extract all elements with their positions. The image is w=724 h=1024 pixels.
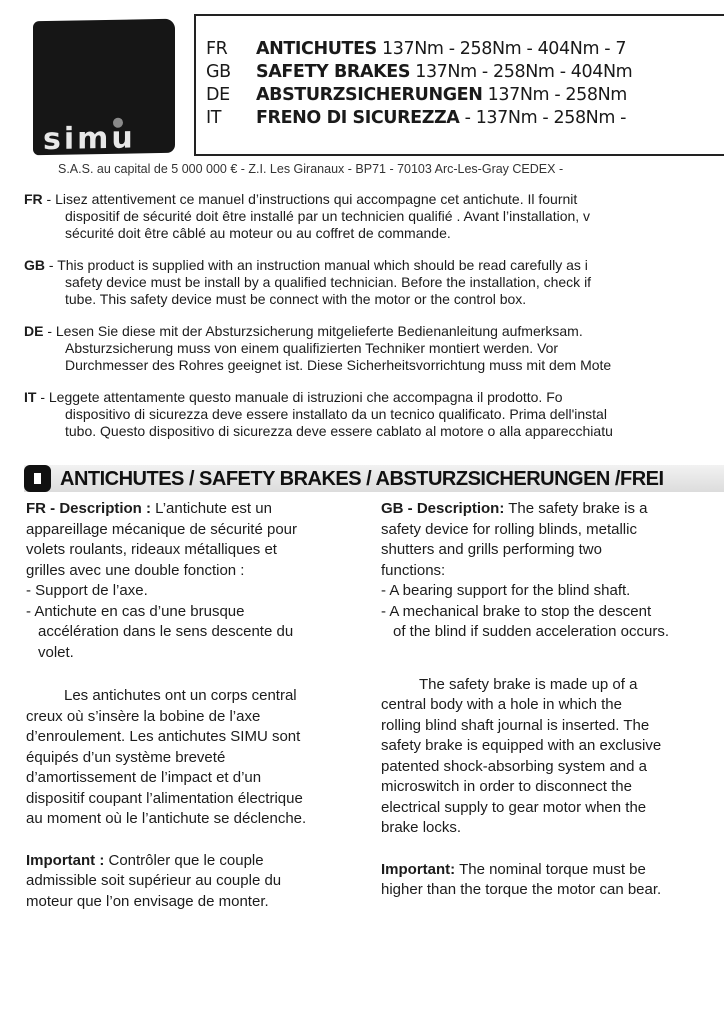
intro-line [24,389,724,406]
desc-line: accélération dans le sens descente du [38,623,294,640]
lang-code: GB [206,62,231,82]
body-line: microswitch in order to disconnect the [381,778,632,795]
desc-line: volets roulants, rideaux métalliques et [26,541,277,558]
body-line: The safety brake is made up of a [419,675,638,693]
desc-line: of the blind if sudden acceleration occurs. [393,623,669,640]
desc-line: appareillage mécanique de sécurité pour [26,520,298,538]
desc-line: shutters and grills performing two [381,541,602,558]
logo-text: simu [43,120,136,158]
body-line: central body with a hole in which the [381,696,622,713]
product-name: ABSTURZSICHERUNGEN [256,85,483,105]
important-text: Contrôler que le couple [104,851,264,869]
intro-line: Absturzsicherung muss von einem qualifizierten Techniker montiert werden. Vor [65,340,559,357]
gb-description-column [381,499,724,901]
important-line [26,851,366,872]
desc-text: The safety brake is a [504,500,648,517]
lang-code: IT [206,108,222,128]
section-title: ANTICHUTES / SAFETY BRAKES / ABSTURZSICHERUNGEN /FREI [60,468,664,490]
body-line: d’amortissement de l’impact et d’un [26,769,262,786]
title-row-de [206,84,627,106]
intro-line: dispositif de sécurité doit être installé par un technicien qualifié . Avant l’installation, v [65,208,591,225]
intro-line: sécurité doit être câblé au moteur ou au coffret de commande. [65,225,451,242]
company-address: S.A.S. au capital de 5 000 000 € - Z.I. Les Giranaux - BP71 - 70103 Arc-Les-Gray CEDEX - [58,162,564,176]
section-header [24,465,724,492]
desc-line: - Support de l’axe. [26,582,148,599]
simu-logo [33,19,175,158]
desc-line [26,499,366,520]
intro-line: tube. This safety device must be connect with the motor or the control box. [65,291,527,308]
important-line: higher than the torque the motor can bear. [381,881,662,898]
intro-fr [24,191,724,243]
body-line: creux où s’insère la bobine de l’axe [26,707,261,725]
body-line: patented shock-absorbing system and a [381,757,647,775]
intro-text: - Leggete attentamente questo manuale di istruzioni che accompagna il prodotto. Fo [36,389,563,405]
intro-line: safety device must be install by a qualified technician. Before the installation, check if [65,274,592,291]
lang-code: FR [206,39,228,59]
lang-code: FR [24,191,43,207]
intro-line [24,191,724,208]
title-row-gb [206,61,632,83]
torque-values: 137Nm - 258Nm - 404Nm - 7 [376,39,627,59]
title-row-it [206,107,626,129]
section-number-icon [24,465,51,492]
body-line: safety brake is equipped with an exclusive [381,737,662,754]
desc-line: - A mechanical brake to stop the descent [381,602,652,620]
desc-line: - A bearing support for the blind shaft. [381,582,631,599]
intro-text: - This product is supplied with an instruction manual which should be read carefully as i [45,257,588,273]
torque-values: - 137Nm - 258Nm - [459,108,627,128]
desc-line: grilles avec une double fonction : [26,561,245,579]
intro-line: tubo. Questo dispositivo di sicurezza deve essere cablato al motore o alla apparecchiatu [65,423,613,440]
intro-gb [24,257,724,309]
product-name: ANTICHUTES [256,39,377,59]
title-row-fr [206,38,626,60]
lang-code: DE [24,323,44,339]
body-line: au moment où le l’antichute se déclenche. [26,810,307,827]
torque-values: 137Nm - 258Nm - 404Nm [410,62,633,82]
torque-values: 137Nm - 258Nm [482,85,627,105]
important-text: The nominal torque must be [455,860,646,878]
intro-line: dispositivo di sicurezza deve essere installato da un tecnico qualificato. Prima dell'instal [65,406,607,423]
intro-it [24,389,724,441]
product-name: FRENO DI SICUREZZA [256,108,460,128]
intro-line: Durchmesser des Rohres geeignet ist. Diese Sicherheitsvorrichtung muss mit dem Mote [65,357,612,374]
desc-line [381,499,724,520]
body-line: dispositif coupant l’alimentation électrique [26,789,303,807]
fr-description-column [26,499,366,912]
intro-line [24,257,724,274]
important-line: admissible soit supérieur au couple du [26,872,282,889]
desc-line: safety device for rolling blinds, metallic [381,520,637,538]
product-name: SAFETY BRAKES [256,62,411,82]
important-label: Important: [381,860,456,878]
important-line [381,860,724,881]
desc-label: FR - Description : [26,500,152,517]
intro-de [24,323,724,375]
desc-line: volet. [38,643,74,661]
intro-line [24,323,724,340]
body-line: electrical supply to gear motor when the [381,798,647,816]
important-label: Important : [26,851,105,869]
body-line: équipés d’un système breveté [26,748,226,766]
body-line: rolling blind shaft journal is inserted. The [381,716,650,734]
intro-text: - Lisez attentivement ce manuel d’instructions qui accompagne cet antichute. Il fournit [42,191,578,207]
important-line: moteur que l’on envisage de monter. [26,892,269,910]
desc-line: - Antichute en cas d’une brusque [26,602,245,620]
desc-label: GB - Description: [381,500,505,517]
lang-code: IT [24,389,37,405]
body-line: Les antichutes ont un corps central [64,687,297,704]
desc-line: functions: [381,561,446,579]
body-line: brake locks. [381,819,462,836]
desc-text: L’antichute est un [151,500,272,517]
intro-text: - Lesen Sie diese mit der Absturzsicherung mitgelieferte Bedienanleitung aufmerksam. [43,323,583,339]
product-title-box [194,14,724,156]
lang-code: DE [206,85,230,105]
lang-code: GB [24,257,45,273]
body-line: d’enroulement. Les antichutes SIMU sont [26,728,301,745]
